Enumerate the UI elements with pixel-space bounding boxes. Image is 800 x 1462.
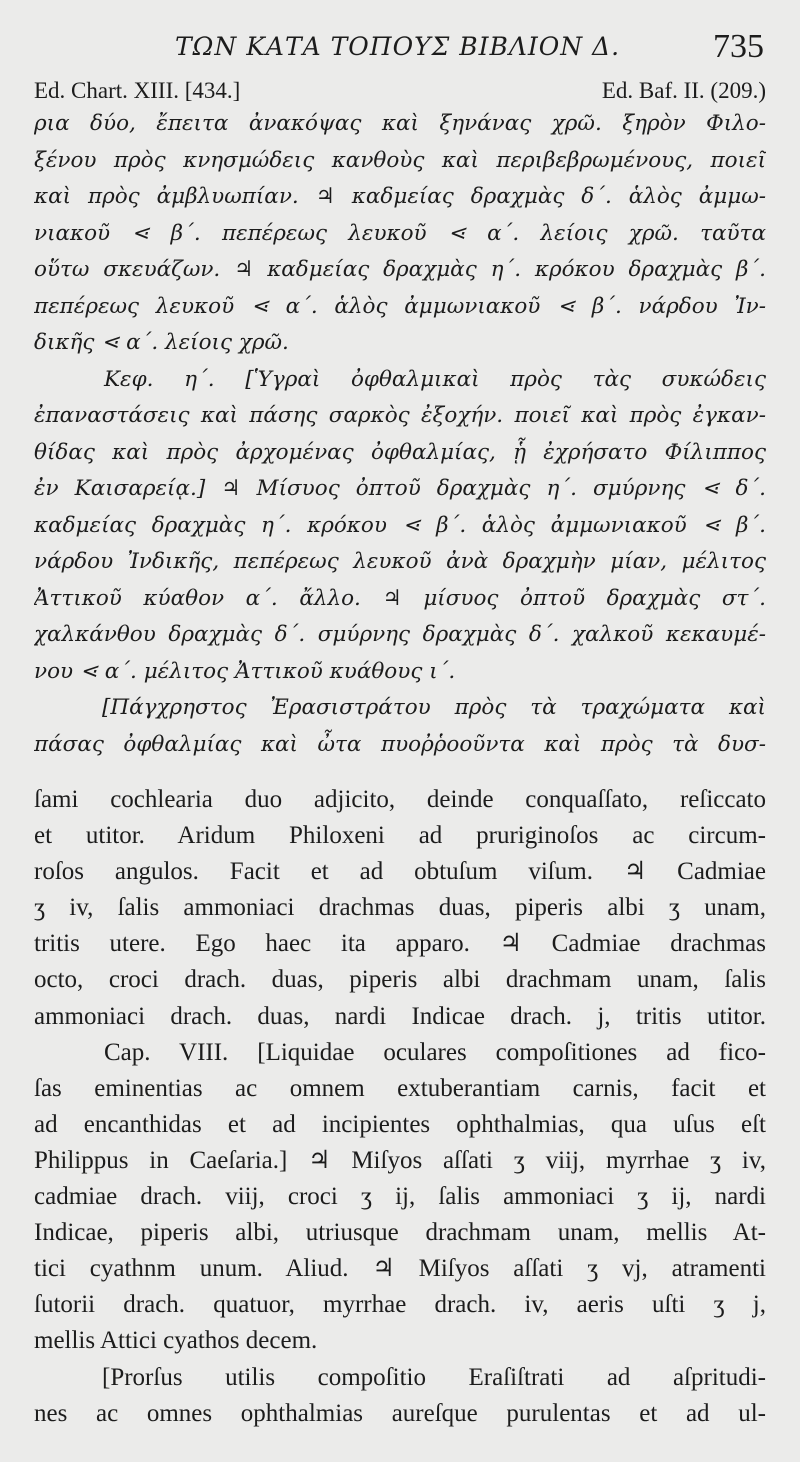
latin-line: ʒ iv, ſalis ammoniaci drachmas duas, piperis albi ʒ unam, — [34, 894, 766, 922]
greek-line: καδμείας δραχμὰς η΄. κρόκου ⋖ β΄. ἁλὸς ἀμμωνιακοῦ ⋖ β΄. — [34, 512, 766, 538]
greek-line: πάσας ὀφθαλμίας καὶ ὦτα πυοῤῥοοῦντα καὶ πρὸς τὰ δυσ- — [34, 731, 766, 757]
latin-line: Indicae, piperis albi, utriusque drachmam unam, mellis At- — [34, 1219, 766, 1247]
greek-line: πεπέρεως λευκοῦ ⋖ α΄. ἁλὸς ἀμμωνιακοῦ ⋖ β΄. νάρδου Ἰν- — [34, 293, 766, 319]
latin-line: tici cyathnm unum. Aliud. ♃ Miſyos aſſati ʒ vj, atramenti — [34, 1255, 766, 1283]
greek-line: Ἀττικοῦ κύαθον α΄. ἄλλο. ♃ μίσυος ὀπτοῦ δραχμὰς στ΄. — [34, 585, 766, 611]
greek-line: ρια δύο, ἔπειτα ἀνακόψας καὶ ξηνάνας χρῶ. ξηρὸν Φιλο- — [34, 111, 766, 136]
latin-text-block — [34, 782, 766, 1432]
greek-line: νάρδου Ἰνδικῆς, πεπέρεως λευκοῦ ἀνὰ δραχμὴν μίαν, μέλιτος — [34, 549, 766, 574]
running-header — [0, 28, 800, 74]
running-title: ΤΩΝ ΚΑΤΑ ΤΟΠΟΥΣ ΒΙΒΛΙΟΝ Δ. — [175, 32, 621, 61]
latin-line: octo, croci drach. duas, piperis albi drachmam unam, ſalis — [34, 966, 766, 994]
greek-line: ξένου πρὸς κνησμώδεις κανθοὺς καὶ περιβεβρωμένους, ποιεῖ — [34, 147, 766, 173]
latin-line: ſutorii drach. quatuor, myrrhae drach. iv, aeris uſti ʒ j, — [34, 1291, 766, 1319]
latin-chapter-heading: Cap. VIII. [Liquidae oculares compoſitiones ad fico- — [104, 1038, 766, 1066]
greek-line: νιακοῦ ⋖ β΄. πεπέρεως λευκοῦ ⋖ α΄. λείοις χρῶ. ταῦτα — [34, 220, 766, 246]
greek-text-block — [34, 106, 766, 763]
greek-line: δικῆς ⋖ α΄. λείοις χρῶ. — [34, 330, 289, 355]
greek-line: ἐν Καισαρείᾳ.] ♃ Μίσυος ὀπτοῦ δραχμὰς η΄. σμύρνης ⋖ δ΄. — [34, 476, 766, 501]
greek-line: ἐπαναστάσεις καὶ πάσης σαρκὸς ἐξοχήν. ποιεῖ καὶ πρὸς ἐγκαν- — [34, 403, 766, 428]
greek-line: [Πάγχρηστος Ἐρασιστράτου πρὸς τὰ τραχώματα καὶ — [102, 695, 766, 720]
greek-line: νου ⋖ α΄. μέλιτος Ἀττικοῦ κυάθους ι΄. — [34, 658, 456, 684]
page-number: 735 — [713, 28, 764, 65]
greek-chapter-heading: Κεφ. η΄. [Ὑγραὶ ὀφθαλμικαὶ πρὸς τὰς συκώδεις — [104, 366, 766, 392]
edition-chartier-ref: Ed. Chart. XIII. [434.] — [34, 78, 241, 103]
latin-line: nes ac omnes ophthalmias aureſque purulentas et ad ul- — [34, 1399, 766, 1427]
edition-reference-line — [34, 78, 766, 108]
latin-line: et utitor. Aridum Philoxeni ad pruriginoſos ac circum- — [34, 822, 766, 850]
latin-line: cadmiae drach. viij, croci ʒ ij, ſalis ammoniaci ʒ ij, nardi — [34, 1183, 766, 1211]
greek-line: οὕτω σκευάζων. ♃ καδμείας δραχμὰς η΄. κρόκου δραχμὰς β΄. — [34, 257, 766, 282]
greek-line: καὶ πρὸς ἀμβλυωπίαν. ♃ καδμείας δραχμὰς δ΄. ἁλὸς ἀμμω- — [34, 184, 766, 209]
latin-line: [Prorſus utilis compoſitio Eraſiſtrati ad aſpritudi- — [102, 1363, 766, 1391]
latin-line: Philippus in Caeſaria.] ♃ Miſyos aſſati ʒ viij, myrrhae ʒ iv, — [34, 1146, 766, 1174]
latin-line: ammoniaci drach. duas, nardi Indicae drach. j, tritis utitor. — [34, 1002, 766, 1030]
latin-line: mellis Attici cyathos decem. — [34, 1327, 318, 1355]
latin-line: ad encanthidas et ad incipientes ophthalmias, qua uſus eſt — [34, 1110, 766, 1138]
latin-line: roſos angulos. Facit et ad obtuſum viſum. ♃ Cadmiae — [34, 858, 766, 886]
latin-line: tritis utere. Ego haec ita apparo. ♃ Cadmiae drachmas — [34, 930, 766, 958]
greek-line: θίδας καὶ πρὸς ἀρχομένας ὀφθαλμίας, ᾗ ἐχρήσατο Φίλιππος — [34, 439, 766, 465]
latin-line: ſas eminentias ac omnem extuberantiam carnis, facit et — [34, 1074, 766, 1102]
greek-line: χαλκάνθου δραχμὰς δ΄. σμύρνης δραχμὰς δ΄. χαλκοῦ κεκαυμέ- — [34, 622, 766, 647]
latin-line: ſami cochlearia duo adjicito, deinde conquaſſato, reſiccato — [34, 786, 766, 813]
edition-basel-ref: Ed. Baf. II. (209.) — [601, 78, 766, 103]
